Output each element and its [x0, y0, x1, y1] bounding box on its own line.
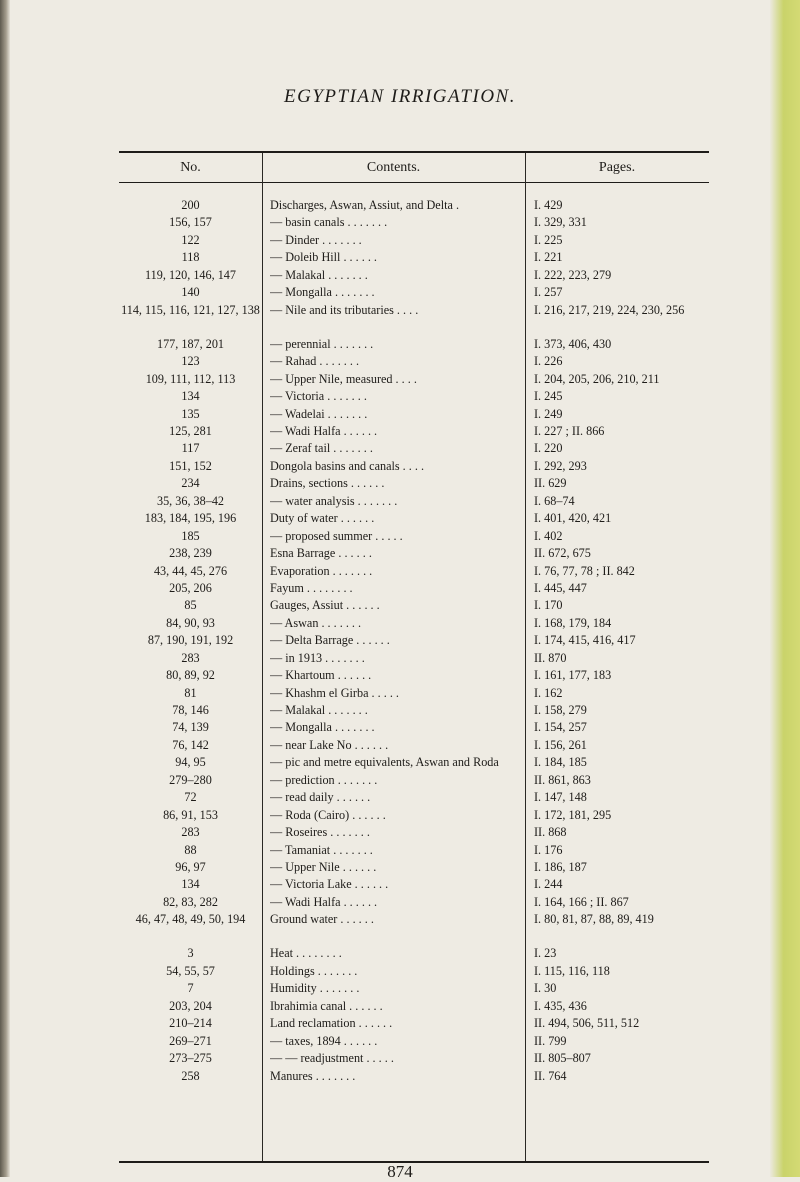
row-pages-cell: I. 244: [534, 877, 563, 892]
row-number-cell: 35, 36, 38–42: [156, 493, 225, 508]
row-pages-cell: I. 115, 116, 118: [534, 963, 610, 978]
row-contents-cell: — Aswan . . . . . . .: [270, 615, 362, 630]
row-number-cell: 84, 90, 93: [166, 615, 215, 630]
table-row: [0, 963, 800, 980]
table-row: [0, 842, 800, 859]
table-row: [0, 353, 800, 370]
table-row: [0, 789, 800, 806]
row-number-cell: 96, 97: [175, 859, 206, 874]
row-pages-cell: I. 184, 185: [534, 755, 587, 770]
row-pages-cell: I. 245: [534, 389, 563, 404]
row-pages-cell: I. 204, 205, 206, 210, 211: [534, 371, 660, 386]
row-contents-cell: — Roseires . . . . . . .: [270, 825, 370, 840]
row-contents-cell: — prediction . . . . . . .: [270, 772, 378, 787]
row-contents-cell: — Roda (Cairo) . . . . . .: [270, 807, 386, 822]
row-pages-cell: I. 164, 166 ; II. 867: [534, 894, 629, 909]
column-header-pages: Pages.: [598, 160, 636, 175]
row-number-cell: 283: [181, 650, 200, 665]
row-number-cell: 234: [181, 476, 200, 491]
row-pages-cell: I. 257: [534, 285, 563, 300]
row-contents-cell: Duty of water . . . . . .: [270, 511, 375, 526]
row-pages-cell: I. 76, 77, 78 ; II. 842: [534, 563, 635, 578]
row-contents-cell: Gauges, Assiut . . . . . .: [270, 598, 380, 613]
row-contents-cell: — Wadi Halfa . . . . . .: [270, 424, 378, 438]
row-contents-cell: — Khartoum . . . . . .: [270, 668, 372, 683]
row-contents-cell: Dongola basins and canals . . . .: [270, 458, 425, 473]
row-pages-cell: I. 227 ; II. 866: [534, 424, 605, 438]
row-contents-cell: — Wadelai . . . . . . .: [270, 406, 368, 421]
row-pages-cell: I. 176: [534, 842, 563, 857]
row-number-cell: 46, 47, 48, 49, 50, 194: [135, 912, 246, 927]
row-pages-cell: I. 162: [534, 685, 563, 700]
row-contents-cell: Evaporation . . . . . . .: [270, 563, 373, 578]
row-contents-cell: Holdings . . . . . . .: [270, 963, 358, 978]
row-pages-cell: II. 672, 675: [534, 546, 591, 561]
row-number-cell: 82, 83, 282: [163, 894, 218, 909]
column-header-no: No.: [180, 160, 201, 175]
row-number-cell: 135: [181, 406, 200, 421]
table-row: [0, 563, 800, 580]
row-number-cell: 94, 95: [175, 755, 206, 770]
row-contents-cell: — Tamaniat . . . . . . .: [270, 842, 373, 857]
row-number-cell: 86, 91, 153: [163, 807, 218, 822]
row-number-cell: 118: [181, 250, 200, 265]
row-number-cell: 72: [184, 790, 197, 805]
row-number-cell: 151, 152: [169, 458, 212, 473]
row-contents-cell: — Zeraf tail . . . . . . .: [270, 441, 373, 456]
row-number-cell: 88: [184, 842, 197, 857]
row-contents-cell: — Nile and its tributaries . . . .: [270, 302, 419, 317]
row-pages-cell: I. 186, 187: [534, 859, 587, 874]
table-row: [0, 232, 800, 249]
row-number-cell: 125, 281: [169, 424, 212, 438]
table-row: [0, 1033, 800, 1050]
row-number-cell: 273–275: [169, 1051, 212, 1066]
row-number-cell: 183, 184, 195, 196: [144, 511, 237, 526]
table-row: [0, 493, 800, 510]
row-pages-cell: I. 220: [534, 441, 563, 456]
row-pages-cell: I. 435, 436: [534, 998, 587, 1013]
row-pages-cell: I. 373, 406, 430: [534, 336, 612, 351]
row-pages-cell: I. 329, 331: [534, 215, 587, 230]
row-contents-cell: — Upper Nile, measured . . . .: [270, 371, 417, 386]
row-number-cell: 119, 120, 146, 147: [145, 267, 236, 282]
row-contents-cell: Land reclamation . . . . . .: [270, 1016, 393, 1031]
row-contents-cell: — Malakal . . . . . . .: [270, 267, 368, 282]
row-contents-cell: — Wadi Halfa . . . . . .: [270, 894, 378, 909]
table-header-rule: [119, 182, 709, 183]
row-contents-cell: — near Lake No . . . . . .: [270, 737, 389, 752]
row-contents-cell: — proposed summer . . . . .: [270, 528, 403, 543]
row-contents-cell: — Malakal . . . . . . .: [270, 703, 368, 717]
row-number-cell: 123: [181, 354, 200, 369]
table-row: [0, 580, 800, 597]
row-pages-cell: II. 870: [534, 650, 567, 665]
table-row: [0, 371, 800, 388]
row-contents-cell: Discharges, Aswan, Assiut, and Delta .: [270, 198, 459, 212]
table-row: [0, 998, 800, 1015]
row-pages-cell: I. 292, 293: [534, 458, 587, 473]
table-row: [0, 302, 800, 336]
table-row: [0, 945, 800, 962]
table-row: [0, 719, 800, 736]
row-number-cell: 74, 139: [172, 720, 209, 735]
row-number-cell: 210–214: [169, 1016, 212, 1031]
row-contents-cell: — Delta Barrage . . . . . .: [270, 633, 390, 648]
row-contents-cell: Fayum . . . . . . . .: [270, 580, 353, 595]
row-contents-cell: — water analysis . . . . . . .: [270, 493, 398, 508]
row-pages-cell: I. 161, 177, 183: [534, 668, 612, 683]
row-pages-cell: I. 168, 179, 184: [534, 615, 612, 630]
table-row: [0, 667, 800, 684]
row-number-cell: 80, 89, 92: [166, 668, 215, 683]
table-row: [0, 615, 800, 632]
row-contents-cell: — basin canals . . . . . . .: [270, 215, 388, 230]
row-contents-cell: Humidity . . . . . . .: [270, 981, 360, 996]
table-row: [0, 528, 800, 545]
row-number-cell: 117: [181, 441, 200, 456]
row-pages-cell: I. 172, 181, 295: [534, 807, 612, 822]
table-row: [0, 737, 800, 754]
table-row: [0, 807, 800, 824]
row-pages-cell: I. 23: [534, 946, 557, 961]
table-row: [0, 685, 800, 702]
row-number-cell: 122: [181, 232, 200, 247]
row-number-cell: 134: [181, 877, 200, 892]
page-number: 874: [387, 1162, 413, 1181]
table-row: [0, 597, 800, 614]
row-pages-cell: I. 402: [534, 528, 563, 543]
row-number-cell: 114, 115, 116, 121, 127, 138: [121, 302, 260, 317]
row-pages-cell: I. 147, 148: [534, 790, 587, 805]
row-contents-cell: Ground water . . . . . .: [270, 912, 374, 927]
row-pages-cell: I. 80, 81, 87, 88, 89, 419: [534, 912, 654, 927]
row-contents-cell: — pic and metre equivalents, Aswan and Roda: [270, 755, 499, 770]
running-title: EGYPTIAN IRRIGATION.: [284, 86, 516, 107]
table-row: [0, 754, 800, 771]
row-number-cell: 54, 55, 57: [166, 963, 215, 978]
row-contents-cell: — Upper Nile . . . . . .: [270, 859, 377, 874]
row-number-cell: 109, 111, 112, 113: [145, 371, 236, 386]
row-number-cell: 76, 142: [172, 737, 209, 752]
row-contents-cell: — Khashm el Girba . . . . .: [270, 685, 399, 700]
table-row: [0, 824, 800, 841]
column-header-contents: Contents.: [366, 160, 421, 175]
row-contents-cell: — perennial . . . . . . .: [270, 336, 374, 351]
row-contents-cell: Drains, sections . . . . . .: [270, 476, 385, 491]
row-number-cell: 3: [187, 946, 194, 961]
row-number-cell: 238, 239: [169, 546, 212, 561]
row-pages-cell: I. 226: [534, 354, 563, 369]
table-row: [0, 510, 800, 527]
row-pages-cell: I. 249: [534, 406, 563, 421]
row-contents-cell: — Dinder . . . . . . .: [270, 232, 362, 247]
row-number-cell: 43, 44, 45, 276: [153, 563, 228, 578]
row-pages-cell: II. 861, 863: [534, 772, 591, 787]
row-pages-cell: II. 805–807: [534, 1051, 591, 1066]
row-number-cell: 156, 157: [169, 215, 212, 230]
row-pages-cell: I. 216, 217, 219, 224, 230, 256: [534, 302, 685, 317]
table-row: [0, 980, 800, 997]
row-pages-cell: I. 225: [534, 232, 563, 247]
row-contents-cell: — Mongalla . . . . . . .: [270, 720, 375, 735]
table-row: [0, 911, 800, 945]
table-row: [0, 545, 800, 562]
row-contents-cell: Ibrahimia canal . . . . . .: [270, 998, 383, 1013]
row-number-cell: 283: [181, 825, 200, 840]
index-table-body: [0, 197, 800, 1085]
row-number-cell: 140: [181, 285, 200, 300]
table-row: [0, 388, 800, 405]
table-row: [0, 772, 800, 789]
row-number-cell: 205, 206: [169, 580, 212, 595]
row-number-cell: 185: [181, 528, 200, 543]
table-row: [0, 458, 800, 475]
table-row: [0, 1050, 800, 1067]
table-row: [0, 702, 800, 719]
row-pages-cell: I. 174, 415, 416, 417: [534, 633, 636, 648]
row-contents-cell: — Rahad . . . . . . .: [270, 354, 360, 369]
row-number-cell: 78, 146: [172, 703, 209, 717]
row-pages-cell: II. 629: [534, 476, 567, 491]
row-pages-cell: II. 494, 506, 511, 512: [534, 1016, 640, 1031]
table-row: [0, 650, 800, 667]
row-number-cell: 85: [184, 598, 197, 613]
row-pages-cell: I. 170: [534, 598, 563, 613]
row-pages-cell: I. 158, 279: [534, 703, 587, 717]
table-row: [0, 197, 800, 214]
table-row: [0, 1068, 800, 1085]
row-number-cell: 177, 187, 201: [156, 336, 225, 351]
row-pages-cell: I. 221: [534, 250, 563, 265]
row-pages-cell: I. 445, 447: [534, 580, 587, 595]
row-contents-cell: Manures . . . . . . .: [270, 1068, 356, 1083]
table-row: [0, 284, 800, 301]
row-number-cell: 200: [181, 198, 200, 212]
table-row: [0, 632, 800, 649]
row-contents-cell: — Victoria Lake . . . . . .: [270, 877, 389, 892]
row-pages-cell: II. 868: [534, 825, 567, 840]
row-contents-cell: Heat . . . . . . . .: [270, 946, 342, 961]
row-contents-cell: — — readjustment . . . . .: [270, 1051, 394, 1066]
row-number-cell: 279–280: [169, 772, 212, 787]
table-row: [0, 267, 800, 284]
row-number-cell: 81: [184, 685, 197, 700]
table-row: [0, 859, 800, 876]
row-pages-cell: I. 154, 257: [534, 720, 587, 735]
table-row: [0, 406, 800, 423]
table-row: [0, 876, 800, 893]
row-pages-cell: I. 68–74: [534, 493, 575, 508]
row-number-cell: 134: [181, 389, 200, 404]
table-row: [0, 475, 800, 492]
row-contents-cell: — Doleib Hill . . . . . .: [270, 250, 377, 265]
row-contents-cell: — Victoria . . . . . . .: [270, 389, 367, 404]
row-pages-cell: II. 764: [534, 1068, 567, 1083]
table-row: [0, 1015, 800, 1032]
table-row: [0, 249, 800, 266]
table-row: [0, 894, 800, 911]
row-pages-cell: I. 156, 261: [534, 737, 587, 752]
row-number-cell: 87, 190, 191, 192: [147, 633, 234, 648]
row-contents-cell: — taxes, 1894 . . . . . .: [270, 1033, 378, 1048]
table-row: [0, 423, 800, 440]
row-number-cell: 203, 204: [169, 998, 212, 1013]
row-contents-cell: — Mongalla . . . . . . .: [270, 285, 375, 300]
table-row: [0, 440, 800, 457]
row-pages-cell: I. 429: [534, 198, 563, 212]
row-number-cell: 7: [187, 981, 194, 996]
row-number-cell: 258: [181, 1068, 200, 1083]
row-pages-cell: I. 401, 420, 421: [534, 511, 612, 526]
row-contents-cell: — read daily . . . . . .: [270, 790, 371, 805]
row-contents-cell: — in 1913 . . . . . . .: [270, 650, 365, 665]
row-number-cell: 269–271: [169, 1033, 212, 1048]
row-pages-cell: I. 222, 223, 279: [534, 267, 612, 282]
row-pages-cell: II. 799: [534, 1033, 567, 1048]
table-top-rule: [119, 151, 709, 153]
table-row: [0, 336, 800, 353]
row-pages-cell: I. 30: [534, 981, 557, 996]
row-contents-cell: Esna Barrage . . . . . .: [270, 546, 372, 561]
table-row: [0, 214, 800, 231]
